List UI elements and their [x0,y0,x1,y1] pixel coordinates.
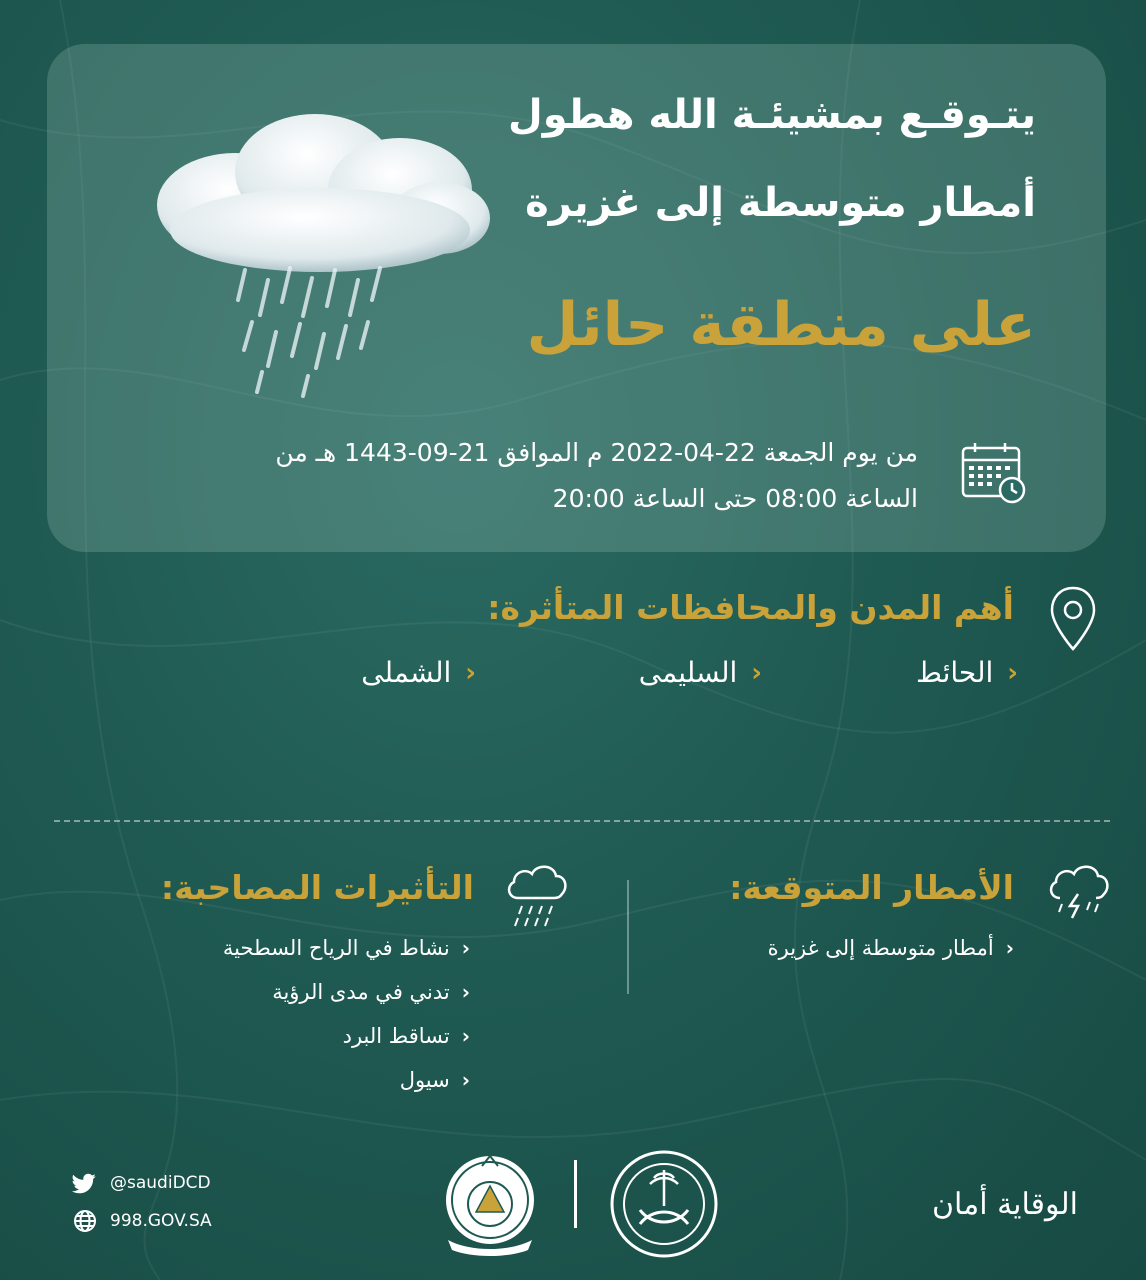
rain-cloud-illustration-icon [140,110,500,400]
city-item [361,656,476,689]
effect-item: سيول [399,1068,450,1092]
effect-item: تدني في مدى الرؤية [272,980,450,1004]
headline-region: على منطقة حائل [526,290,1036,360]
chevron-left-icon: ‹ [1005,936,1014,960]
forecast-period-text [128,430,918,522]
calligraphy-logo-icon [930,1166,1080,1236]
list-item [223,936,470,960]
slogan-text: الوقاية أمان [931,1187,1079,1222]
twitter-handle-text: @saudiDCD [110,1173,211,1193]
city-item [916,656,1018,689]
affected-cities-title: أهم المدن والمحافظات المتأثرة: [487,588,1014,627]
chevron-left-icon: ‹ [1007,657,1018,688]
chevron-left-icon: ‹ [461,1068,470,1092]
headline-line-2: أمطار متوسطة إلى غزيرة [525,180,1036,226]
list-item [768,936,1014,960]
chevron-left-icon: ‹ [461,936,470,960]
twitter-handle[interactable] [72,1170,211,1196]
list-item [400,1068,470,1092]
website-text: 998.GOV.SA [110,1211,212,1231]
expected-rain-item: أمطار متوسطة إلى غزيرة [767,936,994,960]
city-name: الحائط [915,656,994,689]
chevron-left-icon: ‹ [465,657,476,688]
column-divider [627,880,629,994]
city-name: الشملى [361,656,452,689]
rain-cloud-icon [502,858,574,928]
effect-item: نشاط في الرياح السطحية [222,936,450,960]
logo-separator [574,1160,577,1228]
slogan-calligraphy [930,1166,1080,1236]
globe-icon [72,1208,98,1234]
calendar-clock-icon [960,440,1030,506]
thunderstorm-cloud-icon [1044,858,1114,924]
forecast-period-line-2: الساعة 08:00 حتى الساعة 20:00 [552,484,918,513]
associated-effects-title: التأثيرات المصاحبة: [160,868,474,907]
chevron-left-icon: ‹ [461,980,470,1004]
chevron-left-icon: ‹ [461,1024,470,1048]
list-item [343,1024,470,1048]
location-pin-icon [1048,585,1098,653]
website-link[interactable] [72,1208,212,1234]
expected-rain-title: الأمطار المتوقعة: [729,868,1014,907]
effect-item: تساقط البرد [342,1024,450,1048]
city-item [639,656,762,689]
headline-line-1: يتـوقـع بمشيئـة الله هطول [508,92,1036,138]
chevron-left-icon: ‹ [751,657,762,688]
list-item [272,980,470,1004]
twitter-bird-icon [72,1170,98,1196]
city-name: السليمى [638,656,738,689]
ministry-of-interior-emblem-icon [604,1148,724,1260]
civil-defense-emblem-icon [430,1148,550,1260]
section-divider [54,820,1110,822]
forecast-period-line-1: من يوم الجمعة 22-04-2022 م الموافق 21-09-1443 هـ من [275,438,918,467]
